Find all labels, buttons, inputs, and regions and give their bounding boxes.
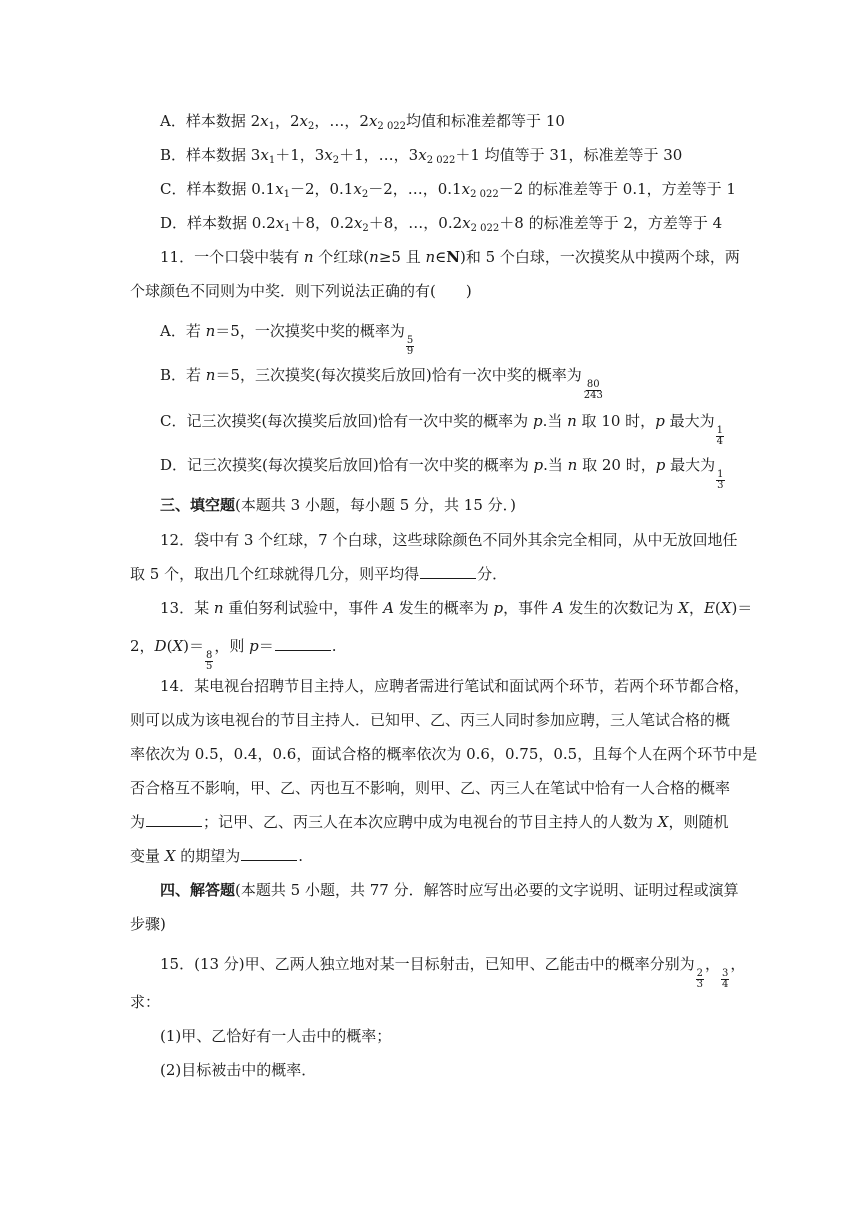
- var: n: [213, 599, 224, 617]
- text: 重伯努利试验中，事件: [223, 599, 384, 617]
- text: D．记三次摸奖(每次摸奖后放回)恰有一次中奖的概率为: [160, 456, 534, 474]
- text: ，2: [275, 112, 300, 130]
- text: ，: [688, 599, 704, 617]
- text: ＋8，0.2: [290, 214, 354, 232]
- text: ，则随机: [668, 813, 729, 831]
- q10-option-b: [160, 145, 682, 165]
- section-note-cont: 步骤): [130, 915, 166, 933]
- denominator: 9: [406, 346, 414, 357]
- var: p: [533, 456, 544, 474]
- text: C．样本数据 0.1: [160, 180, 276, 198]
- section-title: 三、填空题: [160, 496, 236, 514]
- text: ，: [730, 955, 746, 973]
- var: X: [678, 599, 689, 617]
- text: .当: [543, 456, 568, 474]
- denominator: 3: [717, 480, 724, 491]
- numerator: 8: [205, 650, 213, 661]
- text: ＝5，三次摸奖(每次摸奖后放回)恰有一次中奖的概率为: [215, 366, 582, 384]
- q11-stem-line1: [160, 247, 740, 267]
- q12-line2: [130, 564, 507, 584]
- text: (: [166, 637, 173, 655]
- text: )和 5 个白球，一次摸奖从中摸两个球，两: [459, 248, 740, 266]
- numerator: 3: [722, 968, 729, 979]
- text: ，…，2: [314, 112, 369, 130]
- text: ，事件: [503, 599, 553, 617]
- subscript: 2: [361, 189, 369, 200]
- var: n: [567, 412, 577, 430]
- fraction: [696, 969, 704, 990]
- text: ＋8，…，0.2: [368, 214, 463, 232]
- section-heading-fill-in: [160, 495, 516, 515]
- text: 13．某: [160, 599, 214, 617]
- section-note: (本题共 3 小题，每小题 5 分，共 15 分．): [235, 496, 517, 514]
- set-symbol: N: [446, 248, 460, 266]
- answer-blank[interactable]: [420, 565, 476, 579]
- q14-line6: [130, 846, 303, 866]
- q15-part2: (2)目标被击中的概率．: [160, 1061, 317, 1079]
- text: 11．一个口袋中装有: [160, 248, 304, 266]
- text: )＝: [183, 637, 204, 655]
- subscript: 1: [283, 189, 290, 200]
- var: x: [353, 214, 363, 232]
- text: .: [298, 847, 304, 865]
- subscript: 2 022: [470, 223, 500, 234]
- text: ，则: [214, 637, 250, 655]
- subscript: 2: [308, 121, 315, 132]
- text: 最大为: [664, 412, 715, 430]
- var: p: [532, 412, 543, 430]
- text: B．若: [160, 366, 206, 384]
- q10-option-d: [160, 213, 722, 233]
- var: x: [260, 112, 269, 130]
- text: )＝: [731, 599, 753, 617]
- var: x: [299, 112, 309, 130]
- var: X: [657, 813, 669, 831]
- numerator: 1: [717, 469, 724, 480]
- text: －2 的标准差等于 0.1，方差等于 1: [498, 180, 736, 198]
- answer-blank[interactable]: [275, 637, 331, 651]
- q11-option-a: [160, 321, 415, 357]
- q14-line4: 否合格互不影响，甲、乙、丙也互不影响，则甲、乙、丙三人在笔试中恰有一人合格的概率: [130, 779, 731, 797]
- text: 均值和标准差都等于 10: [406, 112, 565, 130]
- fraction: [205, 651, 213, 672]
- var: n: [205, 366, 216, 384]
- text: (: [714, 599, 721, 617]
- var: x: [324, 146, 333, 164]
- text: 取 5 个，取出几个红球就得几分，则平均得: [130, 565, 420, 583]
- q15-part1: (1)甲、乙恰好有一人击中的概率；: [160, 1027, 392, 1045]
- answer-blank[interactable]: [241, 847, 297, 861]
- text: 发生的次数记为: [563, 599, 679, 617]
- text: －2，0.1: [289, 180, 354, 198]
- var: p: [249, 637, 259, 655]
- fraction: [583, 380, 604, 401]
- q10-option-c: [160, 179, 736, 199]
- q11-option-d: [160, 455, 726, 491]
- text: 分．: [477, 565, 508, 583]
- numerator: 2: [696, 968, 704, 979]
- q14-line3: 率依次为 0.5，0.4，0.6，面试合格的概率依次为 0.6，0.75，0.5，且每个人在两个环节中是: [130, 745, 758, 763]
- text: .当: [542, 412, 568, 430]
- subscript: 1: [284, 223, 291, 234]
- fraction: [716, 426, 724, 447]
- q14-line5: [130, 812, 729, 832]
- text: ＋1，3: [275, 146, 325, 164]
- fraction: [716, 470, 724, 491]
- numerator: 80: [586, 379, 600, 390]
- text: ，: [705, 955, 721, 973]
- text: .: [331, 637, 337, 655]
- text: ＝5，一次摸奖中奖的概率为: [215, 322, 405, 340]
- text: ＋1，…，3: [339, 146, 419, 164]
- var: x: [353, 180, 362, 198]
- text: ∈: [435, 248, 447, 266]
- var: p: [493, 599, 504, 617]
- var: X: [720, 599, 732, 617]
- fraction: [721, 969, 729, 990]
- q15-line1: [160, 954, 745, 990]
- text: A．若: [160, 322, 206, 340]
- var: A: [552, 599, 564, 617]
- text: ；记甲、乙、丙三人在本次应聘中成为电视台的节目主持人的人数为: [203, 813, 658, 831]
- text: 2，: [130, 637, 155, 655]
- denominator: 3: [696, 979, 704, 990]
- subscript: 1: [268, 155, 276, 166]
- var: x: [461, 180, 471, 198]
- var: n: [205, 322, 216, 340]
- text: 发生的概率为: [393, 599, 494, 617]
- answer-blank[interactable]: [146, 813, 202, 827]
- text: ＋1 均值等于 31，标准差等于 30: [455, 146, 683, 164]
- q13-line1: [160, 598, 752, 618]
- var: D: [154, 637, 167, 655]
- section-heading-answer: [160, 880, 739, 900]
- subscript: 2 022: [426, 155, 456, 166]
- text: 最大为: [665, 456, 716, 474]
- subscript: 2: [362, 223, 369, 234]
- var: p: [655, 456, 666, 474]
- numerator: 5: [406, 335, 414, 346]
- var: n: [369, 248, 379, 266]
- subscript: 1: [268, 121, 275, 132]
- denominator: 4: [722, 979, 729, 990]
- subscript: 2 022: [470, 189, 499, 200]
- var: p: [655, 412, 665, 430]
- text: 个红球(: [313, 248, 370, 266]
- q14-line1: 14．某电视台招聘节目主持人，应聘者需进行笔试和面试两个环节，若两个环节都合格，: [160, 677, 750, 695]
- section-title: 四、解答题: [160, 881, 236, 899]
- denominator: 4: [716, 436, 723, 447]
- section-note: (本题共 5 小题，共 77 分．解答时应写出必要的文字说明、证明过程或演算: [235, 881, 739, 899]
- text: －2，…，0.1: [368, 180, 462, 198]
- var: E: [703, 599, 715, 617]
- text: 变量: [130, 847, 165, 865]
- text: 的期望为: [175, 847, 241, 865]
- var: X: [164, 847, 176, 865]
- q11-option-c: [160, 411, 725, 447]
- q15-line2: 求：: [130, 993, 161, 1011]
- q14-line2: 则可以成为该电视台的节目主持人．已知甲、乙、丙三人同时参加应聘，三人笔试合格的概: [130, 711, 731, 729]
- numerator: 1: [716, 425, 723, 436]
- text: C．记三次摸奖(每次摸奖后放回)恰有一次中奖的概率为: [160, 412, 533, 430]
- fraction: [406, 336, 414, 357]
- var: n: [567, 456, 578, 474]
- var: n: [303, 248, 314, 266]
- q11-stem-line2: 个球颜色不同则为中奖．则下列说法正确的有( ): [130, 282, 472, 300]
- text: 15．(13 分)甲、乙两人独立地对某一目标射击，已知甲、乙能击中的概率分别为: [160, 955, 695, 973]
- text: ＝: [258, 637, 274, 655]
- q11-option-b: [160, 365, 605, 401]
- text: B．样本数据 3: [160, 146, 261, 164]
- var: x: [462, 214, 471, 232]
- var: x: [275, 180, 284, 198]
- var: x: [275, 214, 285, 232]
- denominator: 5: [205, 661, 213, 672]
- q12-line1: 12．袋中有 3 个红球，7 个白球，这些球除颜色不同外其余完全相同，从中无放回地任: [160, 531, 738, 549]
- q10-option-a: [160, 111, 565, 131]
- q13-line2: [130, 636, 337, 672]
- var: x: [368, 112, 378, 130]
- subscript: 2 022: [377, 121, 407, 132]
- var: x: [418, 146, 427, 164]
- text: ≥5 且: [378, 248, 426, 266]
- var: n: [425, 248, 436, 266]
- text: A．样本数据 2: [160, 112, 261, 130]
- text: 取 10 时，: [576, 412, 656, 430]
- text: D．样本数据 0.2: [160, 214, 276, 232]
- subscript: 2: [332, 155, 340, 166]
- denominator: 243: [583, 390, 603, 401]
- text: 为: [130, 813, 146, 831]
- text: 取 20 时，: [577, 456, 656, 474]
- var: A: [383, 599, 394, 617]
- text: ＋8 的标准差等于 2，方差等于 4: [499, 214, 723, 232]
- var: x: [260, 146, 269, 164]
- var: X: [172, 637, 184, 655]
